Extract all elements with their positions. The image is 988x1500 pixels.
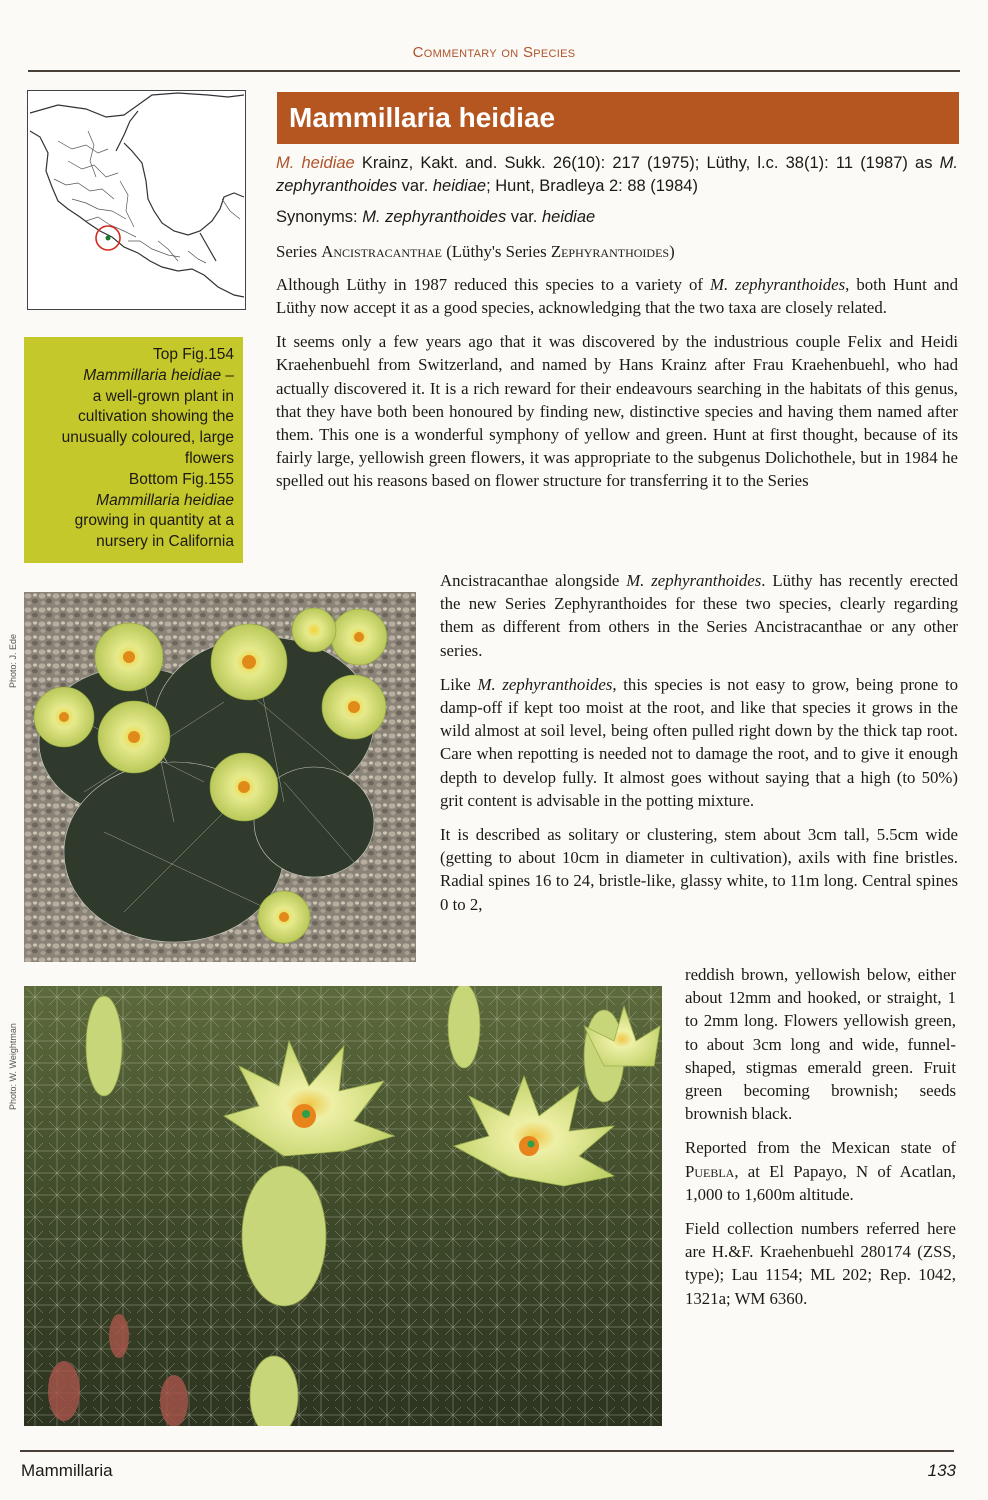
cactus-photo-2 [24, 986, 662, 1426]
photo-fig154 [24, 592, 416, 962]
photo-fig155 [24, 986, 662, 1426]
paragraph-field-numbers: Field collection numbers referred here are H.&F. Kraehenbuehl 280174 (ZSS, type); Lau 1154; ML 202; Rep. 1042, 1321a; WM 6360. [685, 1219, 956, 1308]
caption-top-desc: a well-grown plant in cultivation showing the unusually coloured, large flowers [61, 387, 234, 467]
footer-genus: Mammillaria [21, 1461, 113, 1480]
citation: M. heidiae Krainz, Kakt. and. Sukk. 26(10): 217 (1975); Lüthy, l.c. 38(1): 11 (1987) as M. zephyranthoides var. heidiae; Hunt, Bradleya 2: 88 (1984) [276, 154, 958, 196]
series-line: Series Ancistracanthae (Lüthy's Series Zephyranthoides) [276, 241, 675, 261]
mexico-map-graphic [28, 91, 245, 309]
paragraph-distribution: Reported from the Mexican state of Puebla, at El Papayo, N of Acatlan, 1,000 to 1,600m altitude. [685, 1138, 956, 1204]
footer-rule [20, 1450, 954, 1452]
distribution-map [27, 90, 246, 310]
paragraph-discovery: It seems only a few years ago that it was discovered by the industrious couple Felix and Heidi Kraehenbuehl from Switzerland, and named by Hans Krainz after Frau Kraehenbuehl, who had actually discovered it. It is a rich reward for their endeavours searching in the habitats of this genus, that they have both been honoured by finding new, distinctive species and having them named after them. This one is a wonderful symphony of yellow and green. Hunt at first thought, because of its fairly large, yellowish green flowers, it was appropriate to the subgenus Dolichothele, but in 1984 he spelled out his reasons based on flower structure for transferring it to the Series [276, 332, 958, 491]
photo-credit-2: Photo: W. Weightman [8, 1023, 18, 1110]
middle-text-column [440, 569, 958, 916]
caption-top-label: Top Fig.154 [153, 346, 234, 363]
upper-text-column [276, 152, 958, 493]
paragraph-description-cont: reddish brown, yellowish below, either about 12mm and hooked, or straight, 1 to 2mm long. Flowers yellowish green, to about 3cm long and wide, funnel-shaped, stigmas emerald green. Fruit green becoming brownish; seeds brownish black. [685, 965, 956, 1124]
running-head: Commentary on Species [412, 44, 576, 61]
locality-dot [106, 236, 111, 241]
paragraph-cultivation: Like M. zephyranthoides, this species is not easy to grow, being prone to damp-off if kept too moist at the root, and like that species it grows in the wild almost at soil level, being often pulled right down by the thick tap root. Care when repotting is needed not to damage the root, and to give it enough depth to develop fully. It almost goes without saying that a high (to 50%) grit content is advisable in the potting mixture. [440, 674, 959, 810]
caption-bottom-label: Bottom Fig.155 [128, 470, 234, 488]
species-title: Mammillaria heidiae [277, 92, 959, 144]
caption-bottom-desc: growing in quantity at a nursery in California [74, 512, 234, 551]
page-number: 133 [927, 1461, 956, 1480]
synonyms: Synonyms: M. zephyranthoides var. heidiae [276, 208, 596, 227]
caption-top-name: Mammillaria heidiae – [83, 366, 234, 384]
photo-credit-1: Photo: J. Ede [8, 633, 18, 688]
caption-bottom-name: Mammillaria heidiae [96, 491, 234, 509]
lower-text-column [685, 963, 956, 1310]
figure-caption [24, 337, 243, 563]
paragraph-description: It is described as solitary or clustering, stem about 3cm tall, 5.5cm wide (getting to about 10cm in diameter in cultivation), axils with fine bristles. Radial spines 16 to 24, bristle-like, glassy white, to 11m long. Central spines 0 to 2, [440, 825, 958, 914]
paragraph-discovery-cont: Ancistracanthae alongside M. zephyranthoides. Lüthy has recently erected the new Series Zephyranthoides for these two species, clearly regarding them as different from others in the Series Ancistracanthae or any other series. [440, 571, 958, 660]
cactus-photo-1 [24, 592, 416, 962]
paragraph-intro: Although Lüthy in 1987 reduced this species to a variety of M. zephyranthoides, both Hunt and Lüthy now accept it as a good species, acknowledging that the two taxa are closely related. [276, 274, 958, 318]
header-rule [28, 70, 960, 72]
